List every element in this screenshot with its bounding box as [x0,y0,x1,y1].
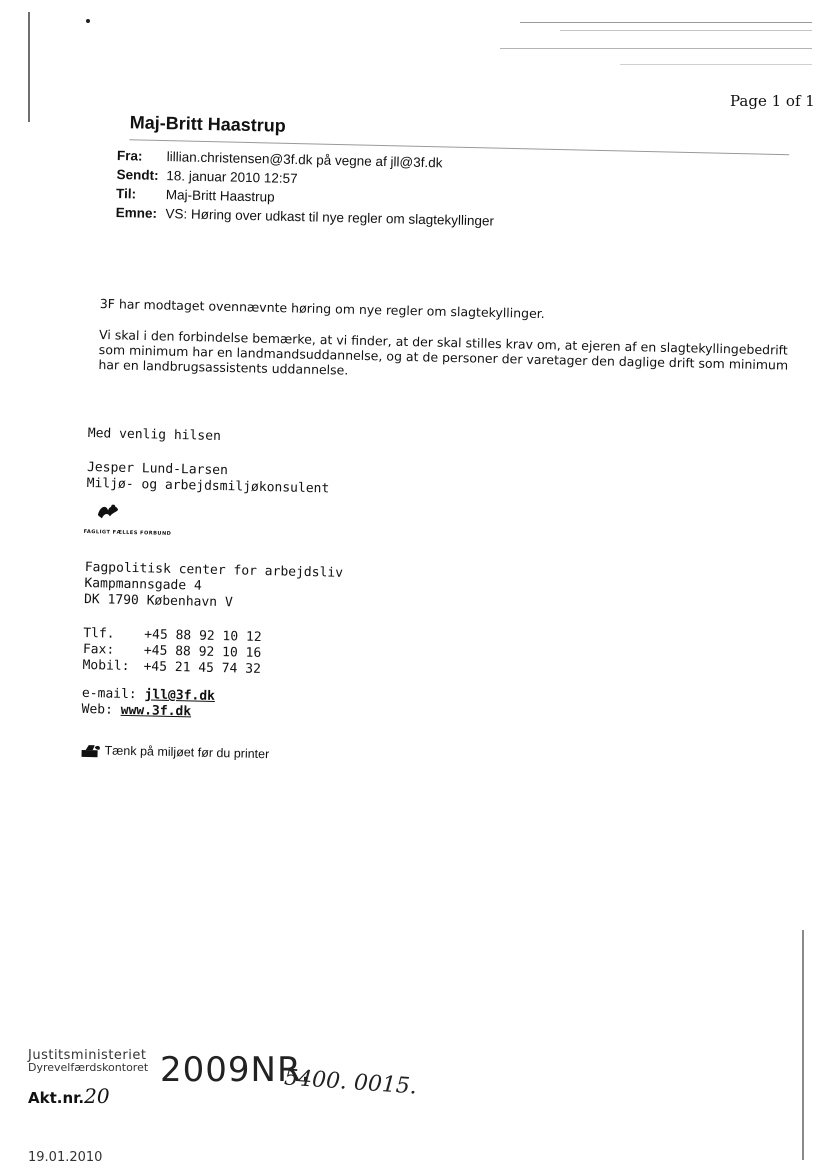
email-link[interactable]: jll@3f.dk [144,687,216,704]
org-line: DK 1790 København V [83,591,233,611]
case-number-handwritten: 5400. 0015. [283,1065,418,1100]
signer-title: Miljø- og arbejdsmiljøkonsulent [86,475,330,497]
header-label: Til: [115,185,137,202]
stamp-ministry: Justitsministeriet [28,1048,147,1063]
eco-note [80,742,339,764]
3f-logo-icon [96,502,120,523]
header-label: Emne: [115,204,158,221]
email-header [115,112,797,239]
contact-value: +45 21 45 74 32 [143,659,262,677]
logo-text: FAGLIGT FÆLLES FORBUND [83,528,172,537]
archive-stamp [28,1048,148,1108]
akt-value: 20 [84,1084,110,1108]
email-label: e-mail: [81,685,137,703]
scan-dot [86,19,90,23]
scan-line [500,48,812,49]
scan-line [620,64,812,65]
contact-table [82,626,275,678]
header-value: VS: Høring over udkast til nye regler om slagtekyllinger [165,206,495,229]
header-value: Maj-Britt Haastrup [165,187,275,205]
scan-left-edge [28,12,30,122]
org-line: Fagpolitisk center for arbejdsliv [84,559,344,581]
eco-note-text: Tænk på miljøet før du printer [104,743,270,762]
header-label: Fra: [116,147,143,164]
header-value: 18. januar 2010 12:57 [166,168,298,187]
page-indicator: Page 1 of 1 [730,92,815,110]
org-line: Kampmannsgade 4 [84,575,202,594]
stamp-office: Dyrevelfærdskontoret [28,1061,149,1074]
contact-label: Fax: [82,641,115,658]
signature-block [80,426,346,764]
signer-name: Jesper Lund-Larsen [86,459,229,479]
contact-label: Tlf. [83,625,115,642]
akt-number [28,1084,148,1108]
header-label: Sendt: [116,166,159,183]
stamp-date: 19.01.2010 [28,1150,103,1165]
email-body [98,296,790,404]
akt-label: Akt.nr. [28,1089,85,1107]
header-value: lillian.christensen@3f.dk på vegne af jll@3f.dk [166,149,443,171]
body-paragraph: 3F har modtaget ovennævnte høring om nye regler om slagtekyllinger. [99,296,545,322]
scan-line [520,22,812,23]
contact-value: +45 88 92 10 12 [144,627,262,645]
scan-right-edge [802,930,804,1160]
contact-value: +45 88 92 10 16 [143,643,262,661]
contact-label: Mobil: [82,657,130,675]
3f-logo [85,502,344,548]
greeting: Med venlig hilsen [87,426,222,445]
printer-leaf-icon [80,744,100,758]
web-label: Web: [81,701,114,718]
mailbox-owner: Maj-Britt Haastrup [129,112,286,136]
web-link[interactable]: www.3f.dk [120,702,192,720]
case-number-printed: 2009NR. [160,1050,313,1090]
scan-line [560,30,812,31]
body-paragraph: Vi skal i den forbindelse bemærke, at vi finder, at der skal stilles krav om, at ejeren af en slagtekyllingebedrift som minimum har en landmandsuddannelse, og at de personer der varetager den daglige drift som minimum har en landbrugsassistents uddannelse. [98,326,789,378]
